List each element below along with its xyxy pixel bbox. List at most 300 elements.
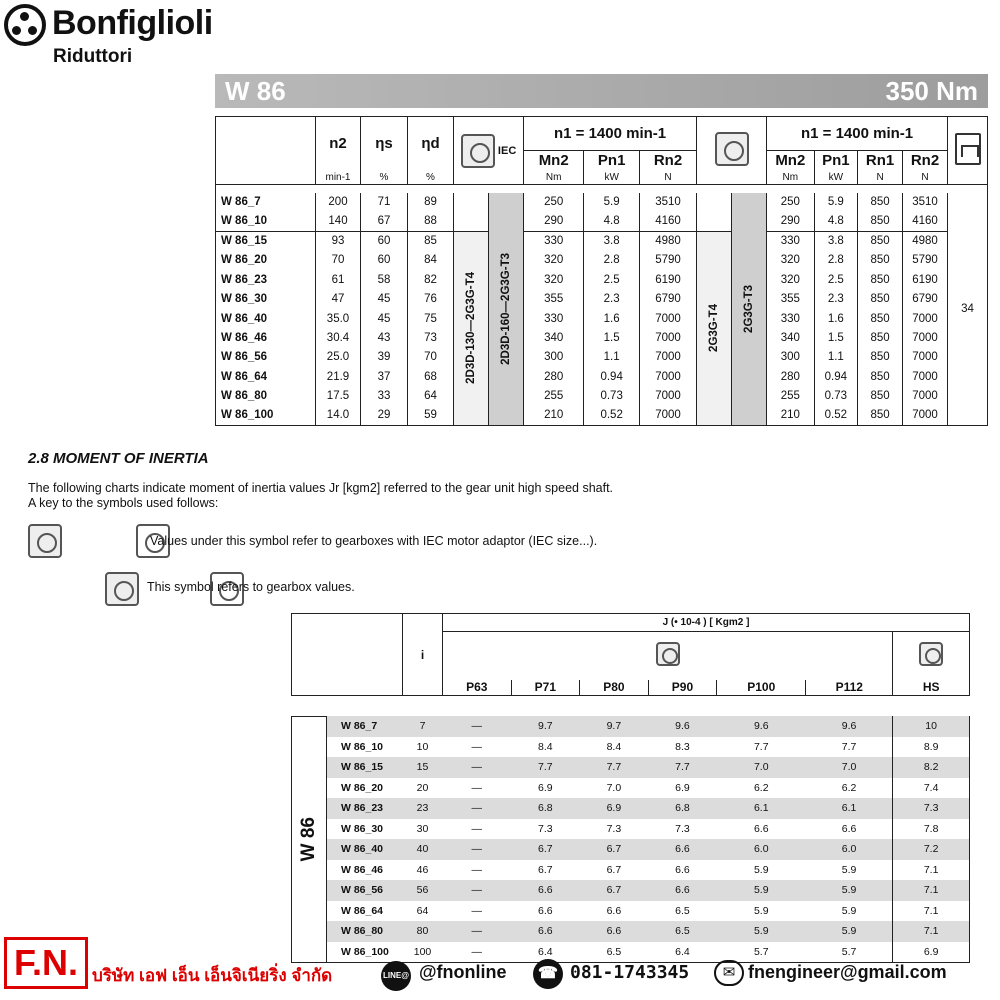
table-row [216, 270, 988, 289]
table-cell: 6.1 [717, 798, 806, 819]
table-cell: 1.6 [814, 309, 858, 328]
table-cell: 340 [767, 328, 814, 347]
table-cell: 255 [524, 386, 584, 405]
table-cell: 84 [408, 251, 454, 270]
table-cell: 68 [408, 367, 454, 386]
table-cell: 850 [858, 231, 903, 250]
table-cell: — [471, 863, 483, 876]
table-cell: W 86_20 [341, 781, 384, 794]
table-cell: 250 [524, 193, 584, 212]
table-cell: W 86_30 [216, 289, 316, 308]
table-cell: 7.1 [893, 860, 970, 881]
table-cell: 7000 [639, 367, 696, 386]
table-cell: 6.0 [806, 839, 893, 860]
adaptor-2g3g-t3 [732, 193, 767, 426]
table-cell: 5.9 [806, 880, 893, 901]
table-cell: 850 [858, 309, 903, 328]
table-cell: 37 [361, 367, 408, 386]
table-cell: 2.8 [584, 251, 640, 270]
table-cell: 7000 [903, 367, 948, 386]
banner-torque: 350 Nm [885, 76, 978, 106]
table-cell: 7.7 [580, 757, 649, 778]
table-cell: 7000 [903, 328, 948, 347]
unit-pct: % [408, 171, 454, 185]
table-cell: 20 [416, 781, 429, 794]
table-row [292, 778, 970, 799]
hs-icon-cell [893, 632, 970, 680]
table-cell: — [443, 942, 512, 963]
table-cell: 70 [408, 348, 454, 367]
table-cell: 290 [767, 212, 814, 231]
unit-pct: % [361, 171, 408, 185]
table-cell: 7.8 [893, 819, 970, 840]
group-label: W 86 [298, 816, 319, 862]
table-cell: 7.0 [606, 781, 622, 794]
table-cell: W 86_40 [327, 839, 403, 860]
gearbox-icon [919, 642, 943, 666]
adaptor-label: 2G3G-T3 [743, 284, 756, 333]
table-cell: 850 [858, 328, 903, 347]
table-cell: 6790 [903, 289, 948, 308]
table-cell: 4980 [903, 231, 948, 250]
col-rn1-b: Rn1 [858, 151, 903, 171]
table-cell: 5.9 [753, 904, 769, 917]
phone-number[interactable]: 081-1743345 [570, 962, 690, 983]
table-cell: 330 [767, 309, 814, 328]
table-cell: 14.0 [316, 406, 361, 425]
iec-icon-cell [443, 632, 893, 680]
table-cell: 6.7 [538, 863, 553, 876]
table-cell: 850 [858, 386, 903, 405]
unit-n: N [903, 171, 948, 185]
table-cell: 9.6 [806, 716, 893, 737]
table-row [216, 328, 988, 347]
table-cell: 10 [893, 716, 970, 737]
unit-kw: kW [584, 171, 640, 185]
table-cell: 10 [416, 740, 429, 753]
table-row [216, 193, 988, 212]
table-row [292, 942, 970, 963]
iec-adaptor-icon [28, 524, 62, 558]
phone-icon: ☎ [533, 959, 563, 989]
table-cell: 46 [416, 863, 429, 876]
table-cell: 6.6 [648, 880, 717, 901]
table-cell: 0.73 [814, 386, 858, 405]
table-cell: 6.6 [675, 863, 690, 876]
table-cell: 210 [524, 406, 584, 425]
col-rn2-b: Rn2 [903, 151, 948, 171]
table-cell: 0.94 [814, 367, 858, 386]
table-cell: 850 [858, 212, 903, 231]
table-cell: 9.6 [717, 716, 806, 737]
table-cell: 6.9 [893, 942, 970, 963]
table-cell: 850 [858, 406, 903, 425]
iec-adaptor-icon [461, 134, 495, 168]
table-cell: 45 [361, 309, 408, 328]
table-row [292, 819, 970, 840]
table-cell: W 86_7 [327, 716, 403, 737]
key-gearbox-text: This symbol refers to gearbox values. [147, 580, 355, 594]
table-cell: 7000 [639, 386, 696, 405]
table-cell: 0.94 [584, 367, 640, 386]
table-cell: 6.7 [511, 839, 580, 860]
table-row [292, 737, 970, 758]
iec-adaptor-icon [656, 642, 680, 666]
table-cell: — [471, 822, 483, 835]
adaptor-label: 2D3D-160—2G3G-T3 [500, 252, 512, 365]
table-cell: 2.3 [814, 289, 858, 308]
table-cell: 6.5 [648, 921, 717, 942]
table-cell: 6.6 [538, 904, 553, 917]
paragraph-line-2: A key to the symbols used follows: [28, 496, 219, 510]
table-cell: 60 [361, 251, 408, 270]
table-cell: 280 [767, 367, 814, 386]
table-cell: W 86_40 [216, 309, 316, 328]
table-cell: 1.5 [584, 328, 640, 347]
group-label-cell [292, 716, 327, 962]
table-cell: — [471, 740, 483, 753]
table-cell: — [443, 880, 512, 901]
table-cell: 7000 [639, 406, 696, 425]
table-cell: 7.7 [648, 757, 717, 778]
n1-header-a: n1 = 1400 min-1 [524, 117, 697, 151]
table-cell: 6.5 [580, 942, 649, 963]
table-cell: W 86_56 [216, 348, 316, 367]
table-cell: 21.9 [316, 367, 361, 386]
table-cell: 93 [316, 231, 361, 250]
table-row [292, 880, 970, 901]
section-title: 2.8 MOMENT OF INERTIA [28, 450, 209, 467]
table-cell: 7.2 [893, 839, 970, 860]
table-cell: 17.5 [316, 386, 361, 405]
unit-min: min-1 [316, 171, 361, 185]
table-cell: 71 [361, 193, 408, 212]
table-cell: 6190 [903, 270, 948, 289]
table-cell: 5.7 [717, 942, 806, 963]
table-cell: 47 [316, 289, 361, 308]
col-etas: ηs [361, 117, 408, 171]
table-cell: 75 [408, 309, 454, 328]
table-cell: W 86_80 [216, 386, 316, 405]
table-cell: 7.7 [511, 757, 580, 778]
table-cell: W 86_10 [341, 740, 384, 753]
col-mn2-b: Mn2 [767, 151, 814, 171]
table-cell: 4160 [639, 212, 696, 231]
table-cell: 3.8 [814, 231, 858, 250]
table-cell: 255 [767, 386, 814, 405]
email-icon: ✉ [714, 960, 744, 986]
table-cell: 29 [361, 406, 408, 425]
iec-header [454, 117, 524, 185]
table-cell: 70 [316, 251, 361, 270]
table-cell: 7000 [639, 309, 696, 328]
gearbox-header [697, 117, 767, 185]
table-cell: 6790 [639, 289, 696, 308]
table-cell: 60 [361, 231, 408, 250]
table-cell: 88 [408, 212, 454, 231]
table-cell: 300 [767, 348, 814, 367]
col-hs: HS [893, 680, 970, 696]
table-cell: W 86_10 [216, 212, 316, 231]
col-p63: P63 [443, 680, 512, 696]
blank-header [216, 117, 316, 185]
table-cell: 8.4 [606, 740, 622, 753]
table-cell: 30 [416, 822, 429, 835]
table-cell: W 86_100 [216, 406, 316, 425]
table-cell: 850 [858, 270, 903, 289]
table-row [216, 251, 988, 270]
table-row [216, 406, 988, 425]
weight-header [948, 117, 988, 185]
table-cell: 43 [361, 328, 408, 347]
table-cell: 850 [858, 348, 903, 367]
table-cell: 7000 [903, 309, 948, 328]
table-cell: 1.1 [814, 348, 858, 367]
table-cell: — [443, 798, 512, 819]
table-cell: 320 [767, 270, 814, 289]
gearbox-empty [697, 193, 732, 232]
table-cell: — [443, 839, 512, 860]
table-cell: 7.0 [717, 757, 806, 778]
fn-logo: F.N. [4, 937, 88, 989]
model-banner [215, 74, 988, 108]
table-cell: W 86_80 [327, 921, 403, 942]
table-row [216, 367, 988, 386]
col-p90: P90 [648, 680, 717, 696]
adaptor-2d3d-160 [489, 193, 524, 426]
table-cell: — [443, 921, 512, 942]
table-cell: 61 [316, 270, 361, 289]
table-cell: 100 [403, 942, 443, 963]
table-cell: 7.7 [841, 740, 857, 753]
table-cell: 4.8 [814, 212, 858, 231]
table-cell: 6.4 [648, 942, 717, 963]
col-p71: P71 [511, 680, 580, 696]
table-cell: 6.2 [841, 781, 857, 794]
table-cell: — [443, 716, 512, 737]
table-cell: 850 [858, 289, 903, 308]
table-cell: 6.9 [580, 798, 649, 819]
email-address[interactable]: fnengineer@gmail.com [748, 962, 947, 982]
table-cell: 850 [858, 251, 903, 270]
unit-kw: kW [814, 171, 858, 185]
table-cell: W 86_64 [216, 367, 316, 386]
table-cell: 0.52 [814, 406, 858, 425]
table-cell: 67 [361, 212, 408, 231]
table-cell: 5.9 [753, 863, 769, 876]
table-cell: 6.8 [511, 798, 580, 819]
table-cell: 3.8 [584, 231, 640, 250]
table-cell: 3510 [903, 193, 948, 212]
section-paragraph [28, 481, 613, 511]
table-cell: — [471, 904, 483, 917]
table-row [216, 386, 988, 405]
table-cell: 7000 [639, 348, 696, 367]
table-cell: W 86_7 [216, 193, 316, 212]
col-pn1-b: Pn1 [814, 151, 858, 171]
table-row [292, 716, 970, 737]
table-cell: 5.9 [841, 904, 857, 917]
table-cell: W 86_15 [216, 231, 316, 250]
table-cell: 2.3 [584, 289, 640, 308]
col-p100: P100 [717, 680, 806, 696]
table-cell: W 86_46 [216, 328, 316, 347]
table-cell: 7000 [903, 406, 948, 425]
table-row [292, 901, 970, 922]
line-id[interactable]: @fnonline [419, 962, 507, 982]
unit-n: N [639, 171, 696, 185]
table-cell: 82 [408, 270, 454, 289]
table-cell: 6.1 [806, 798, 893, 819]
table-row [216, 231, 988, 250]
table-cell: 300 [524, 348, 584, 367]
table-row [292, 921, 970, 942]
table-cell: 6.7 [606, 863, 622, 876]
table-cell: 250 [767, 193, 814, 212]
table-cell: 355 [524, 289, 584, 308]
unit-n: N [858, 171, 903, 185]
table-cell: W 86_56 [327, 880, 403, 901]
table-cell: 80 [403, 921, 443, 942]
weight-value: 34 [948, 193, 988, 426]
table-cell: 8.2 [893, 757, 970, 778]
adaptor-2d3d-130 [454, 231, 489, 425]
col-rn2-a: Rn2 [639, 151, 696, 171]
table-cell: 39 [361, 348, 408, 367]
table-row [292, 798, 970, 819]
table-cell: 6.6 [753, 822, 769, 835]
table-cell: 9.6 [648, 716, 717, 737]
brand-name: Bonfiglioli [52, 4, 213, 42]
gearbox-icon [715, 132, 749, 166]
table-cell: 56 [403, 880, 443, 901]
brand-subtitle: Riduttori [53, 46, 133, 67]
table-cell: 7.3 [893, 798, 970, 819]
table-cell: 5.9 [717, 880, 806, 901]
table-cell: 8.3 [675, 740, 690, 753]
table-cell: 7.7 [753, 740, 769, 753]
n1-header-b: n1 = 1400 min-1 [767, 117, 948, 151]
table-cell: 850 [858, 367, 903, 386]
table-cell: 5.9 [717, 921, 806, 942]
table-cell: — [443, 757, 512, 778]
table-row [292, 860, 970, 881]
table-cell: 850 [858, 193, 903, 212]
table-cell: — [471, 781, 483, 794]
table-cell: 5.7 [806, 942, 893, 963]
table-cell: W 86_46 [341, 863, 384, 876]
inertia-table [291, 613, 970, 963]
table-cell: W 86_15 [327, 757, 403, 778]
table-cell: 355 [767, 289, 814, 308]
table-cell: 5790 [639, 251, 696, 270]
table-cell: 6.6 [580, 921, 649, 942]
company-name: บริษัท เอฟ เอ็น เอ็นจิเนียริ่ง จำกัด [92, 966, 333, 985]
table-cell: 64 [416, 904, 429, 917]
table-cell: 6.6 [841, 822, 857, 835]
table-cell: 6190 [639, 270, 696, 289]
table-cell: 6.0 [717, 839, 806, 860]
col-n2: n2 [316, 117, 361, 171]
table-cell: W 86_23 [216, 270, 316, 289]
table-row [216, 309, 988, 328]
table-cell: 76 [408, 289, 454, 308]
table-cell: 8.9 [893, 737, 970, 758]
table-cell: W 86_100 [327, 942, 403, 963]
col-mn2-a: Mn2 [524, 151, 584, 171]
table-cell: 35.0 [316, 309, 361, 328]
table-cell: 6.7 [580, 839, 649, 860]
table-cell: 2.8 [814, 251, 858, 270]
table-cell: 30.4 [316, 328, 361, 347]
table-cell: 6.6 [511, 921, 580, 942]
table-cell: 33 [361, 386, 408, 405]
table-cell: 320 [767, 251, 814, 270]
table-cell: 320 [524, 251, 584, 270]
table-cell: 15 [403, 757, 443, 778]
table-cell: 7.1 [893, 901, 970, 922]
table-cell: 340 [524, 328, 584, 347]
table-cell: 6.7 [580, 880, 649, 901]
table-cell: 6.6 [511, 880, 580, 901]
table-cell: 40 [403, 839, 443, 860]
table-cell: 6.9 [675, 781, 690, 794]
table-cell: 330 [767, 231, 814, 250]
table-cell: 290 [524, 212, 584, 231]
performance-table [215, 116, 988, 426]
col-etad: ηd [408, 117, 454, 171]
table-cell: 8.4 [538, 740, 553, 753]
adaptor-label: 2G3G-T4 [708, 304, 721, 353]
table-cell: 7.3 [538, 822, 553, 835]
table-cell: 210 [767, 406, 814, 425]
table-cell: 85 [408, 231, 454, 250]
table-cell: 7.1 [893, 880, 970, 901]
col-p112: P112 [806, 680, 893, 696]
table-cell: 0.52 [584, 406, 640, 425]
j-header: J (• 10-4 ) [ Kgm2 ] [443, 614, 970, 632]
table-cell: 2.5 [584, 270, 640, 289]
banner-model: W 86 [225, 76, 286, 106]
table-cell: 7.3 [606, 822, 622, 835]
table-cell: 4.8 [584, 212, 640, 231]
unit-nm: Nm [767, 171, 814, 185]
table-cell: 6.5 [675, 904, 690, 917]
table-cell: 25.0 [316, 348, 361, 367]
key-iec-text: Values under this symbol refer to gearboxes with IEC motor adaptor (IEC size...). [150, 534, 598, 548]
table-cell: 5.9 [584, 193, 640, 212]
table-cell: 6.4 [511, 942, 580, 963]
table-cell: 9.7 [580, 716, 649, 737]
table-cell: 6.9 [538, 781, 553, 794]
table-cell: 73 [408, 328, 454, 347]
blank-header [292, 614, 403, 696]
table-cell: 7000 [903, 386, 948, 405]
table-cell: 140 [316, 212, 361, 231]
table-cell: 5.9 [806, 921, 893, 942]
table-cell: 1.5 [814, 328, 858, 347]
table-cell: 45 [361, 289, 408, 308]
table-cell: 200 [316, 193, 361, 212]
table-cell: 0.73 [584, 386, 640, 405]
table-cell: 6.6 [606, 904, 622, 917]
table-cell: 23 [403, 798, 443, 819]
line-icon: LINE@ [381, 961, 411, 991]
table-row [216, 348, 988, 367]
table-cell: 7000 [903, 348, 948, 367]
table-cell: 2.5 [814, 270, 858, 289]
table-cell: W 86_20 [216, 251, 316, 270]
